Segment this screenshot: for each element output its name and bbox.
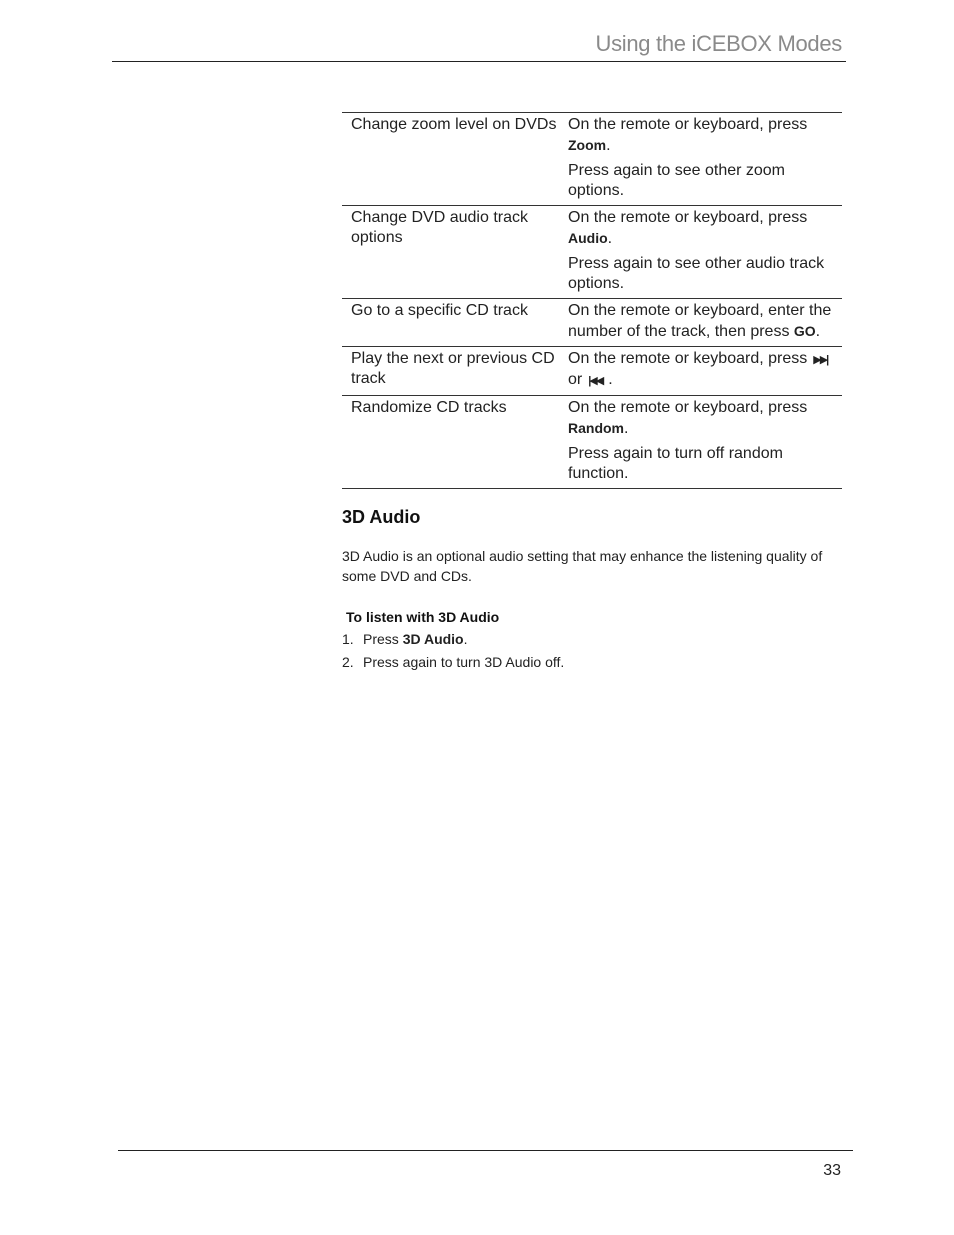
instruction-text [568,398,842,439]
step-number: 1. [342,631,354,647]
instruction-cell [568,396,842,489]
task-cell: Play the next or previous CD track [351,350,555,387]
instruction-note: Press again to see other zoom options. [568,162,786,199]
next-track-icon: ▶▶| [813,354,828,366]
instruction-text-end: . [624,420,629,437]
key-name: 3D Audio [402,631,464,647]
page-content [342,112,842,675]
key-name: Zoom [568,137,607,153]
instruction-text-lead: On the remote or keyboard, press [568,399,808,416]
step-text: Press [363,631,403,647]
previous-track-icon: |◀◀ [588,375,603,387]
footer-rule [118,1150,853,1151]
instruction-text-lead: On the remote or keyboard, press [568,350,808,367]
running-header: Using the iCEBOX Modes [595,31,842,56]
step-text: Press again to turn 3D Audio off. [363,654,565,670]
table-row [342,299,842,347]
list-item [342,629,842,649]
task-cell: Change zoom level on DVDs [351,116,557,133]
or-text: or [568,371,583,388]
table-row [342,347,842,396]
instruction-cell [568,113,842,206]
instruction-text-lead: On the remote or keyboard, press [568,116,808,133]
list-item [342,652,842,672]
table-row [342,396,842,489]
procedure-title: To listen with 3D Audio [346,609,500,625]
instruction-text-lead: On the remote or keyboard, enter the number of the track, then press [568,302,832,340]
command-table [342,112,842,489]
task-cell: Randomize CD tracks [351,399,507,416]
step-text-end: . [463,631,468,647]
instruction-text-end: . [606,137,611,154]
task-cell: Go to a specific CD track [351,302,528,319]
instruction-text-end: . [608,371,613,388]
instruction-cell [568,347,842,396]
page-number: 33 [823,1162,841,1179]
instruction-text [568,115,842,156]
key-name: GO [793,323,816,339]
instruction-text-lead: On the remote or keyboard, press [568,209,808,226]
step-number: 2. [342,654,354,670]
header-rule [112,61,846,62]
procedure-steps [342,629,842,672]
instruction-text [568,208,842,249]
key-name: Random [568,420,624,436]
instruction-cell [568,299,842,347]
section-body: 3D Audio is an optional audio setting that may enhance the listening quality of some DVD and CDs. [342,548,823,584]
instruction-note: Press again to see other audio track options. [568,255,825,292]
table-row [342,206,842,299]
instruction-note: Press again to turn off random function. [568,445,783,482]
instruction-text [568,301,842,342]
instruction-text-end: . [815,323,821,340]
task-cell: Change DVD audio track options [351,209,528,246]
section-heading: 3D Audio [342,507,421,527]
table-row [342,113,842,206]
key-name: Audio [568,230,608,246]
instruction-cell [568,206,842,299]
instruction-text [568,349,842,391]
instruction-text-end: . [607,230,613,247]
